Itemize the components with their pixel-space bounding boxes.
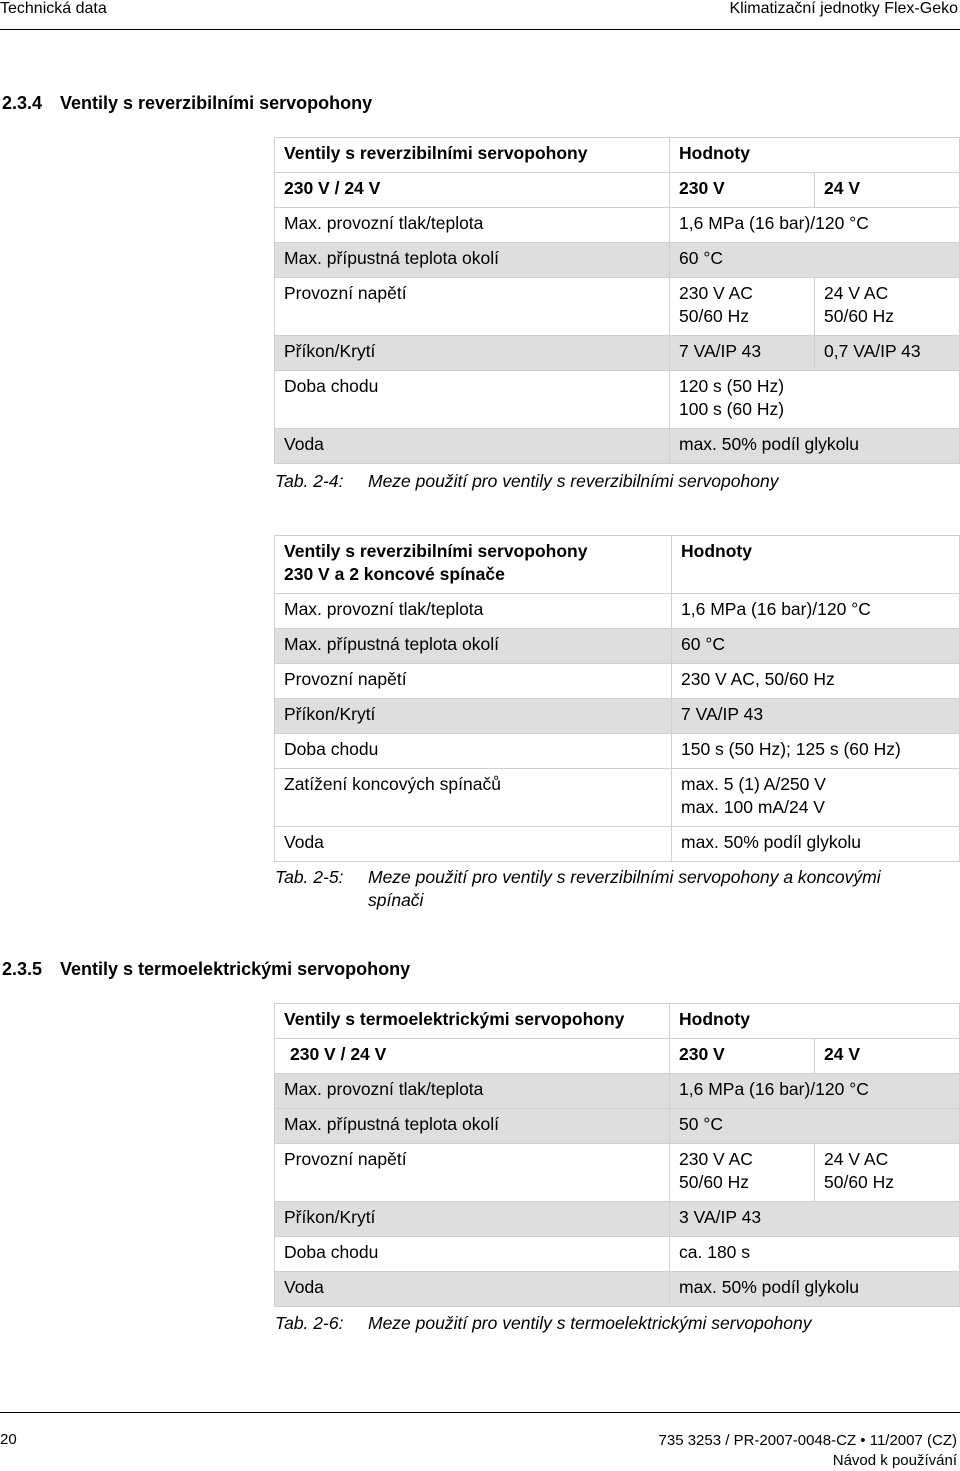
section-heading-235 [2, 959, 410, 980]
table-header: Ventily s reverzibilními servopohony [275, 138, 670, 173]
caption-text: Meze použití pro ventily s termoelektrickými servopohony [368, 1313, 812, 1333]
caption-2-4 [275, 470, 778, 493]
table-header: Ventily s termoelektrickými servopohony [275, 1004, 670, 1039]
row-value: 150 s (50 Hz); 125 s (60 Hz) [672, 734, 960, 769]
doc-reference: 735 3253 / PR-2007-0048-CZ • 11/2007 (CZ) [658, 1432, 957, 1449]
row-label: Zatížení koncových spínačů [275, 769, 672, 827]
caption-2-5 [275, 866, 881, 912]
value-line: 120 s (50 Hz) [679, 376, 785, 396]
row-label: Voda [275, 1272, 670, 1307]
row-label: Doba chodu [275, 1237, 670, 1272]
row-label: Doba chodu [275, 371, 670, 429]
row-value: 60 °C [670, 243, 960, 278]
row-label: Max. provozní tlak/teplota [275, 1074, 670, 1109]
section-title: Ventily s termoelektrickými servopohony [60, 959, 411, 979]
value-line: 50/60 Hz [824, 306, 895, 326]
row-label: Max. provozní tlak/teplota [275, 594, 672, 629]
header-right: Klimatizační jednotky Flex-Geko [729, 0, 958, 17]
row-label: Voda [275, 827, 672, 862]
values-header: Hodnoty [670, 138, 960, 173]
row-value: 7 VA/IP 43 [672, 699, 960, 734]
row-value: 7 VA/IP 43 [670, 336, 815, 371]
footer-doc-info [659, 1431, 957, 1471]
row-label: Provozní napětí [275, 664, 672, 699]
row-label: Příkon/Krytí [275, 699, 672, 734]
row-label: Max. přípustná teplota okolí [275, 629, 672, 664]
table-2-6 [274, 1003, 960, 1307]
caption-number: Tab. 2-4: [275, 471, 344, 491]
row-value: ca. 180 s [670, 1237, 960, 1272]
row-value [815, 278, 960, 336]
section-heading-234 [2, 93, 372, 114]
row-label: Provozní napětí [275, 278, 670, 336]
value-line: max. 5 (1) A/250 V [681, 774, 826, 794]
value-line: 50/60 Hz [679, 306, 750, 326]
caption-2-6 [275, 1312, 812, 1335]
row-value: 1,6 MPa (16 bar)/120 °C [670, 208, 960, 243]
value-line: max. 100 mA/24 V [681, 797, 825, 817]
row-value [672, 769, 960, 827]
table-header [275, 536, 672, 594]
row-value: max. 50% podíl glykolu [670, 429, 960, 464]
value-line: 24 V AC [824, 1149, 889, 1169]
value-line: 100 s (60 Hz) [679, 399, 785, 419]
row-value [815, 1144, 960, 1202]
subheader-230: 230 V [670, 1039, 815, 1074]
row-value: 60 °C [672, 629, 960, 664]
value-line: 50/60 Hz [679, 1172, 750, 1192]
row-value: 1,6 MPa (16 bar)/120 °C [672, 594, 960, 629]
section-title: Ventily s reverzibilními servopohony [60, 93, 373, 113]
footer-rule [0, 1412, 960, 1413]
header-line: 230 V a 2 koncové spínače [284, 564, 505, 584]
row-label: Voda [275, 429, 670, 464]
row-value: 50 °C [670, 1109, 960, 1144]
value-line: 230 V AC [679, 283, 753, 303]
row-value: max. 50% podíl glykolu [672, 827, 960, 862]
table-2-5 [274, 535, 960, 862]
header-left: Technická data [0, 0, 107, 17]
row-value [670, 371, 960, 429]
row-value [670, 278, 815, 336]
subheader: 230 V / 24 V [275, 173, 670, 208]
row-value: max. 50% podíl glykolu [670, 1272, 960, 1307]
row-label: Max. přípustná teplota okolí [275, 1109, 670, 1144]
row-label: Max. přípustná teplota okolí [275, 243, 670, 278]
caption-line: spínači [368, 890, 424, 910]
value-line: 230 V AC [679, 1149, 753, 1169]
value-line: 24 V AC [824, 283, 889, 303]
subheader-230: 230 V [670, 173, 815, 208]
header-rule [0, 29, 960, 30]
doc-type: Návod k používání [832, 1452, 957, 1469]
row-value: 0,7 VA/IP 43 [815, 336, 960, 371]
header-line: Ventily s reverzibilními servopohony [284, 541, 588, 561]
caption-text [368, 866, 881, 912]
section-number: 2.3.5 [2, 959, 43, 979]
caption-number: Tab. 2-6: [275, 1313, 344, 1333]
row-label: Příkon/Krytí [275, 1202, 670, 1237]
value-line: 50/60 Hz [824, 1172, 895, 1192]
caption-number: Tab. 2-5: [275, 867, 344, 887]
subheader: 230 V / 24 V [275, 1039, 670, 1074]
row-label: Max. provozní tlak/teplota [275, 208, 670, 243]
row-value: 230 V AC, 50/60 Hz [672, 664, 960, 699]
caption-text: Meze použití pro ventily s reverzibilními servopohony [368, 471, 779, 491]
section-number: 2.3.4 [2, 93, 43, 113]
values-header: Hodnoty [670, 1004, 960, 1039]
values-header: Hodnoty [672, 536, 960, 594]
row-value: 3 VA/IP 43 [670, 1202, 960, 1237]
subheader-24: 24 V [815, 173, 960, 208]
subheader-24: 24 V [815, 1039, 960, 1074]
row-label: Provozní napětí [275, 1144, 670, 1202]
caption-line: Meze použití pro ventily s reverzibilními servopohony a koncovými [368, 867, 881, 887]
row-value: 1,6 MPa (16 bar)/120 °C [670, 1074, 960, 1109]
page-number: 20 [0, 1431, 17, 1448]
row-value [670, 1144, 815, 1202]
row-label: Příkon/Krytí [275, 336, 670, 371]
table-2-4 [274, 137, 960, 464]
row-label: Doba chodu [275, 734, 672, 769]
